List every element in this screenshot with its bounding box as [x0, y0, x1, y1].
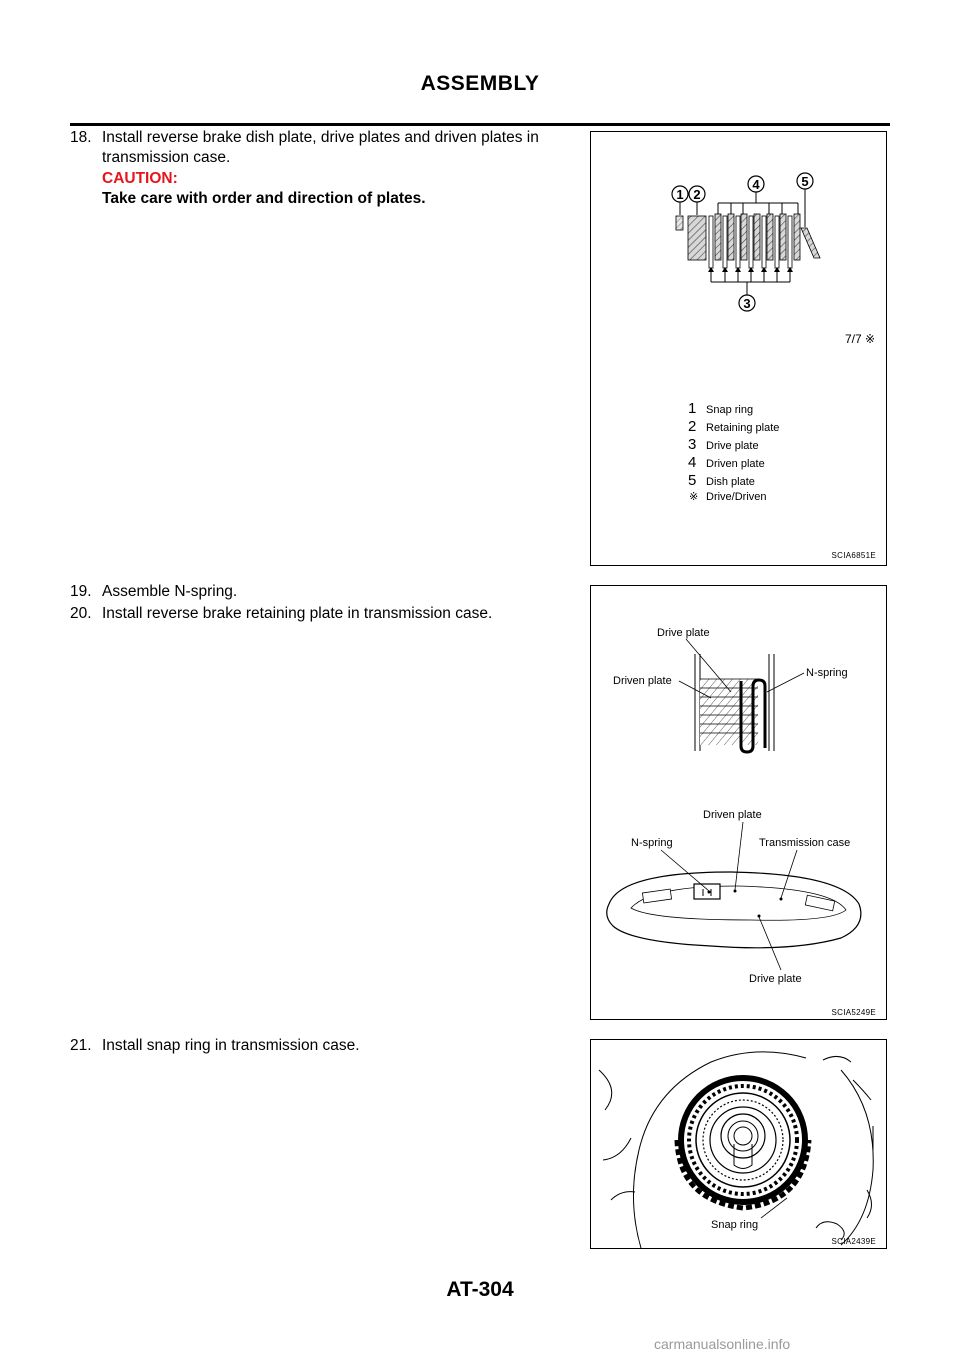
callout-1 [672, 186, 688, 202]
label-snap-ring: Snap ring [711, 1219, 759, 1231]
drive-plate-leaders [708, 267, 793, 295]
legend-num: 1 [688, 400, 697, 417]
watermark: carmanualsonline.info [654, 1336, 791, 1352]
step-text: Install reverse brake retaining plate in transmission case. [102, 605, 493, 622]
plate-order-diagram [591, 132, 886, 565]
svg-text:3: 3 [743, 296, 751, 311]
caution-text: Take care with order and direction of plates. [102, 190, 426, 207]
label-driven-plate: Driven plate [613, 675, 672, 687]
drive-driven-plates [709, 214, 800, 268]
step-text: Install reverse brake dish plate, drive plates and driven plates in [102, 129, 539, 146]
svg-text:1: 1 [676, 187, 684, 202]
step-21 [70, 1036, 590, 1056]
figure-code: SCIA6851E [831, 551, 876, 560]
snap-ring-assembly [677, 1078, 809, 1208]
figure-code: SCIA5249E [831, 1008, 876, 1017]
step-18 [70, 128, 590, 168]
legend-label: Snap ring [706, 404, 754, 416]
legend-num: 5 [688, 472, 697, 489]
step-text: Install snap ring in transmission case. [102, 1037, 360, 1054]
dish-plate-shape [801, 228, 820, 258]
label-drive-plate-bottom: Drive plate [749, 973, 802, 985]
page-title: ASSEMBLY [420, 72, 540, 95]
legend-label: Driven plate [706, 458, 765, 470]
callout-4 [748, 176, 764, 192]
figure-plate-order [590, 131, 887, 566]
snap-ring-photo-drawing [591, 1040, 886, 1248]
n-spring-diagram [591, 586, 886, 1019]
step-number: 20. [70, 605, 92, 622]
step-20 [70, 604, 590, 624]
page-number: AT-304 [446, 1278, 514, 1301]
snap-ring-shape [681, 1078, 805, 1202]
label-transmission-case: Transmission case [759, 837, 851, 849]
figure-n-spring [590, 585, 887, 1020]
figure-legend [688, 400, 779, 503]
legend-label: Retaining plate [706, 422, 780, 434]
legend-label: Dish plate [706, 476, 755, 488]
transmission-case-view [607, 872, 861, 948]
header-rule [70, 123, 890, 126]
label-drive-plate: Drive plate [657, 627, 710, 639]
step-number: 19. [70, 583, 92, 600]
svg-text:4: 4 [752, 177, 760, 192]
caution-heading: CAUTION: [102, 170, 178, 187]
plate-stack-section [695, 654, 774, 752]
step-text-continued: transmission case. [102, 149, 231, 166]
legend-num: 2 [688, 418, 697, 435]
legend-num: 4 [688, 454, 697, 471]
snap-ring-shape [676, 216, 683, 230]
step-number: 21. [70, 1037, 92, 1054]
svg-text:5: 5 [801, 174, 809, 189]
step-text: Assemble N-spring. [102, 583, 238, 600]
svg-text:2: 2 [693, 187, 701, 202]
retaining-plate-shape [688, 216, 706, 260]
label-n-spring-left: N-spring [631, 837, 673, 849]
figure-snap-ring [590, 1039, 887, 1249]
callout-2 [689, 186, 705, 202]
step-number: 18. [70, 129, 92, 146]
label-n-spring: N-spring [806, 667, 848, 679]
callout-5 [797, 173, 813, 189]
legend-label: Drive/Driven [706, 491, 767, 503]
legend-label: Drive plate [706, 440, 759, 452]
legend-num: 3 [688, 436, 697, 453]
label-driven-plate-mid: Driven plate [703, 809, 762, 821]
callout-3 [739, 295, 755, 311]
ratio-label: 7/7 ※ [845, 332, 876, 346]
step-19 [70, 582, 590, 602]
legend-num: ※ [689, 491, 699, 503]
figure-code: SCIA2439E [831, 1237, 876, 1246]
